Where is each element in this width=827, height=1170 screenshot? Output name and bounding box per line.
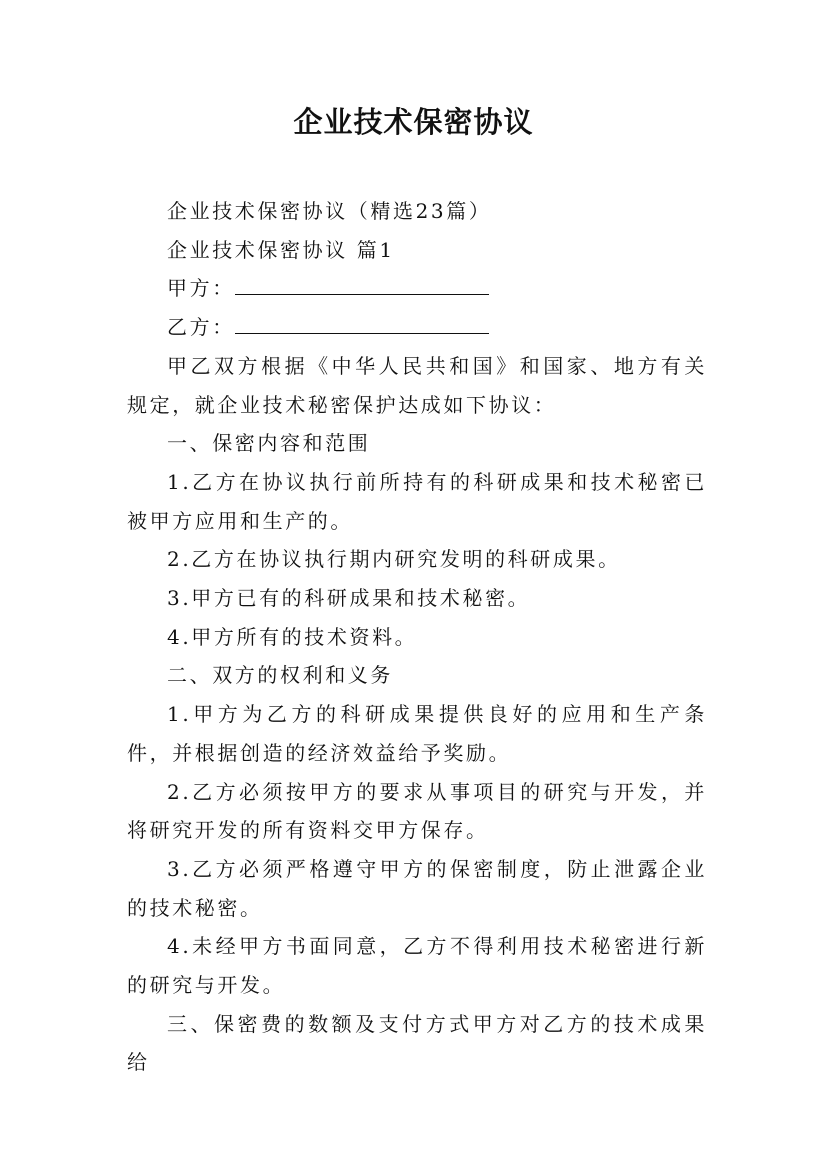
section-heading-3: 三、保密费的数额及支付方式甲方对乙方的技术成果给	[127, 1011, 707, 1075]
clause-1-3: 3.甲方已有的科研成果和技术秘密。	[167, 586, 531, 611]
party-b-blank	[235, 311, 489, 334]
party-a-label: 甲方：	[167, 276, 235, 301]
party-b-line	[127, 308, 707, 347]
section-heading-2: 二、双方的权利和义务	[167, 663, 393, 688]
clause-2-2: 2.乙方必须按甲方的要求从事项目的研究与开发，并将研究开发的所有资料交甲方保存。	[127, 779, 707, 843]
party-a-line	[127, 269, 707, 308]
document-body	[127, 192, 707, 1082]
clause-1-1: 1.乙方在协议执行前所持有的科研成果和技术秘密已被甲方应用和生产的。	[127, 469, 707, 533]
paragraph-preamble: 甲乙双方根据《中华人民共和国》和国家、地方有关规定，就企业技术秘密保护达成如下协议：	[127, 353, 707, 417]
party-a-blank	[235, 272, 489, 295]
party-b-label: 乙方：	[167, 315, 235, 340]
clause-2-3: 3.乙方必须严格遵守甲方的保密制度，防止泄露企业的技术秘密。	[127, 856, 707, 920]
clause-2-1: 1.甲方为乙方的科研成果提供良好的应用和生产条件，并根据创造的经济效益给予奖励。	[127, 702, 707, 765]
document-title: 企业技术保密协议	[293, 105, 534, 139]
section-heading-1: 一、保密内容和范围	[167, 431, 371, 456]
clause-1-4: 4.甲方所有的技术资料。	[167, 624, 418, 649]
section-heading: 企业技术保密协议 篇1	[167, 237, 395, 262]
clause-1-2: 2.乙方在协议执行期内研究发明的科研成果。	[167, 547, 621, 572]
heading-line: 企业技术保密协议（精选23篇）	[167, 199, 492, 223]
clause-2-4: 4.未经甲方书面同意，乙方不得利用技术秘密进行新的研究与开发。	[127, 934, 707, 998]
